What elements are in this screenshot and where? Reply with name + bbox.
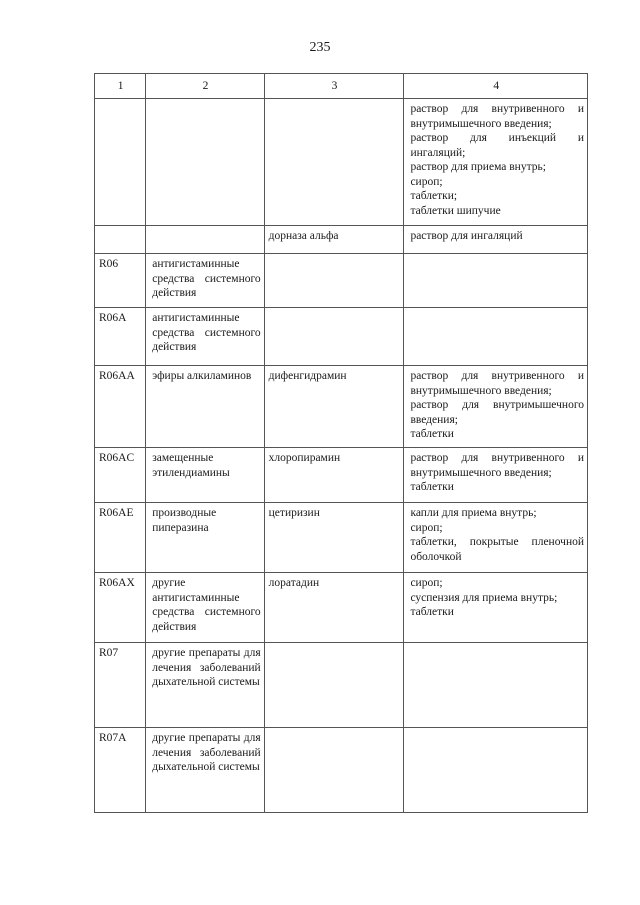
table-row <box>95 308 588 366</box>
atc-code: R06AC <box>95 448 146 503</box>
therapeutic-group: производные пиперазина <box>146 503 264 573</box>
therapeutic-group <box>146 226 264 254</box>
table-row <box>95 643 588 728</box>
drug-name: цетиризин <box>264 503 404 573</box>
table-row <box>95 448 588 503</box>
header-col-1: 1 <box>95 74 146 99</box>
atc-code: R07A <box>95 728 146 813</box>
dosage-forms <box>404 573 588 643</box>
dosage-forms <box>404 728 588 813</box>
drug-name: хлоропирамин <box>264 448 404 503</box>
therapeutic-group: антигистаминные средства системного действия <box>146 308 264 366</box>
dosage-form-item: таблетки <box>410 481 454 493</box>
atc-code: R06AX <box>95 573 146 643</box>
dosage-forms <box>404 308 588 366</box>
atc-code: R06A <box>95 308 146 366</box>
drug-name <box>264 308 404 366</box>
dosage-form-item: таблетки, покрытые пленочной оболочкой <box>410 536 584 563</box>
header-row <box>95 74 588 99</box>
dosage-form-item: сироп; <box>410 577 443 589</box>
dosage-form-item: раствор для внутривенного и внутримышечного введения; <box>410 370 584 397</box>
dosage-form-item: раствор для приема внутрь; <box>410 161 546 173</box>
dosage-forms <box>404 99 588 226</box>
atc-code <box>95 226 146 254</box>
dosage-form-item: таблетки <box>410 606 454 618</box>
therapeutic-group: замещенные этилендиамины <box>146 448 264 503</box>
table-row <box>95 573 588 643</box>
drug-name <box>264 728 404 813</box>
header-col-3: 3 <box>264 74 404 99</box>
header-col-4: 4 <box>404 74 588 99</box>
dosage-form-item: капли для приема внутрь; <box>410 507 537 519</box>
dosage-forms <box>404 503 588 573</box>
drug-name: лоратадин <box>264 573 404 643</box>
dosage-form-item: таблетки <box>410 428 454 440</box>
drug-name: дорназа альфа <box>264 226 404 254</box>
dosage-form-item: раствор для инъекций и ингаляций; <box>410 132 584 159</box>
therapeutic-group: другие препараты для лечения заболеваний дыхательной системы <box>146 643 264 728</box>
table-row <box>95 728 588 813</box>
drug-name <box>264 643 404 728</box>
dosage-forms <box>404 448 588 503</box>
atc-code: R06AE <box>95 503 146 573</box>
drug-name <box>264 99 404 226</box>
dosage-form-item: суспензия для приема внутрь; <box>410 591 558 604</box>
header-col-2: 2 <box>146 74 264 99</box>
atc-code <box>95 99 146 226</box>
therapeutic-group: антигистаминные средства системного действия <box>146 254 264 308</box>
dosage-form-item: раствор для ингаляций <box>410 230 523 242</box>
dosage-form-item: сироп; <box>410 175 443 188</box>
dosage-form-item: раствор для внутривенного и внутримышечного введения; <box>410 103 584 130</box>
drug-name <box>264 254 404 308</box>
table-row <box>95 226 588 254</box>
dosage-form-item: сироп; <box>410 521 443 534</box>
dosage-forms <box>404 254 588 308</box>
table-row <box>95 254 588 308</box>
dosage-form-item: раствор для внутривенного и внутримышечного введения; <box>410 452 584 479</box>
table-row <box>95 503 588 573</box>
atc-code: R07 <box>95 643 146 728</box>
page-number: 235 <box>309 40 331 55</box>
therapeutic-group <box>146 99 264 226</box>
therapeutic-group: другие препараты для лечения заболеваний дыхательной системы <box>146 728 264 813</box>
dosage-form-item: таблетки; <box>410 190 458 202</box>
table-row <box>95 366 588 448</box>
dosage-forms <box>404 643 588 728</box>
table-row <box>95 99 588 226</box>
atc-code: R06AA <box>95 366 146 448</box>
dosage-form-item: таблетки шипучие <box>410 204 501 217</box>
dosage-forms <box>404 366 588 448</box>
drug-name: дифенгидрамин <box>264 366 404 448</box>
therapeutic-group: эфиры алкиламинов <box>146 366 264 448</box>
dosage-forms <box>404 226 588 254</box>
atc-code: R06 <box>95 254 146 308</box>
dosage-form-item: раствор для внутримышечного введения; <box>410 399 584 426</box>
therapeutic-group: другие антигистаминные средства системного действия <box>146 573 264 643</box>
drug-table <box>94 73 588 813</box>
